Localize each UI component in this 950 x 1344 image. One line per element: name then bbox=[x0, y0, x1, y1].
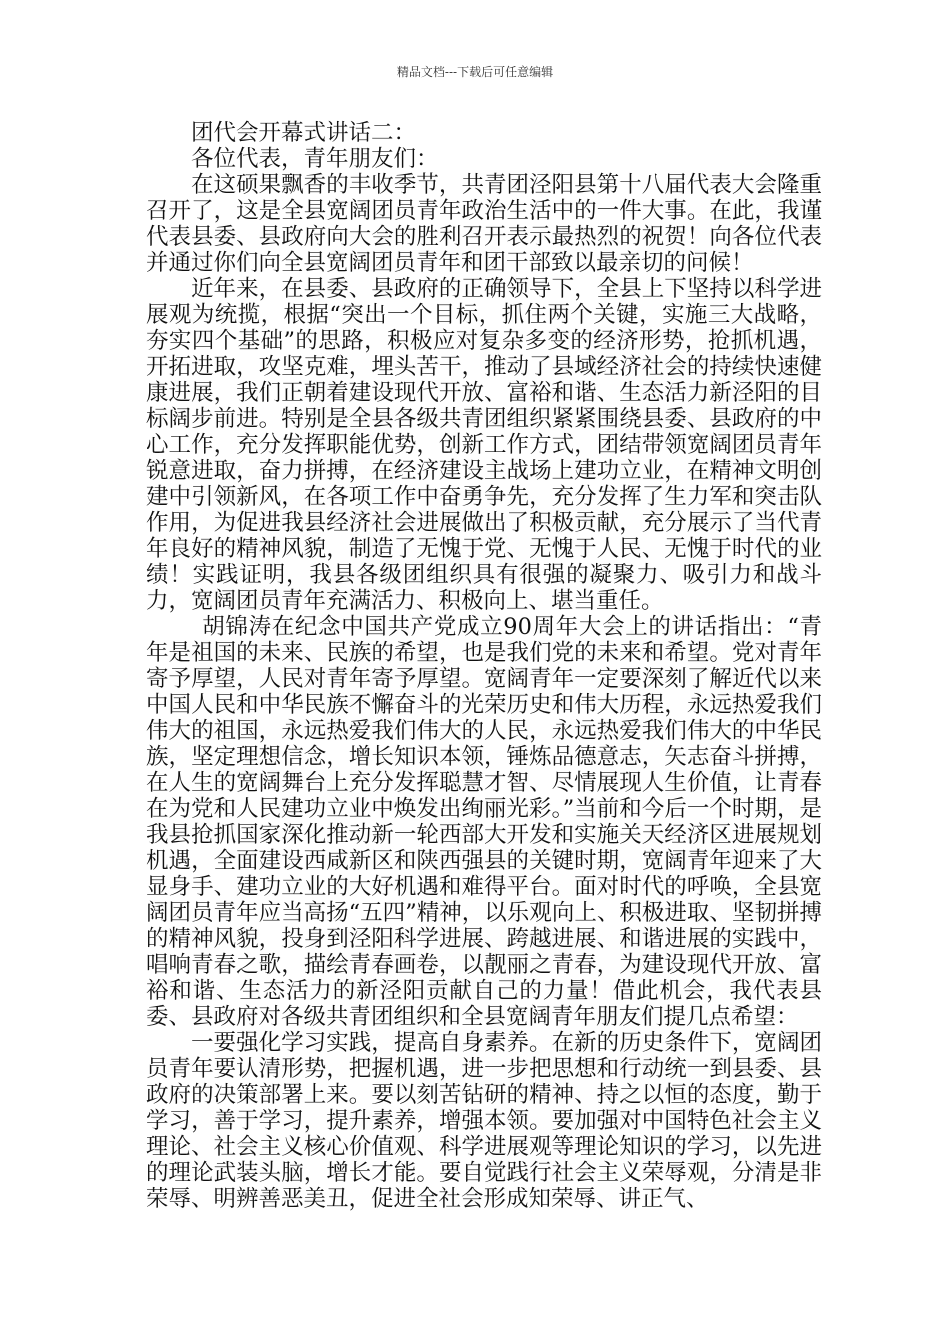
salutation: 各位代表，青年朋友们： bbox=[191, 146, 439, 172]
paragraph-hope-one: 一要强化学习实践，提高自身素养。在新的历史条件下，宽阔团员青年要认清形势，把握机遇，进一步把思想和行动统一到县委、县政府的决策部署上来。要以刻苦钻研的精神、持之以恒的态度，勤于学习，善于学习，提升素养，增强本领。要加强对中国特色社会主义理论、社会主义核心价值观、科学进展观等理论知识的学习，以先进的理论武装头脑，增长才能。要自觉践行社会主义荣辱观，分清是非荣辱、明辨善恶美丑，促进全社会形成知荣辱、讲正气、 bbox=[146, 1030, 822, 1212]
page-header: 精品文档---下载后可任意编辑 bbox=[396, 65, 554, 79]
document-body bbox=[146, 120, 822, 1212]
paragraph-quote: 胡锦涛在纪念中国共产党成立90周年大会上的讲话指出：“青年是祖国的未来、民族的希望，也是我们党的未来和希望。党对青年寄予厚望，人民对青年寄予厚望。宽阔青年一定要深刻了解近代以来中国人民和中华民族不懈奋斗的光荣历史和伟大历程，永远热爱我们伟大的祖国，永远热爱我们伟大的人民，永远热爱我们伟大的中华民族，坚定理想信念，增长知识本领，锤炼品德意志，矢志奋斗拼搏，在人生的宽阔舞台上充分发挥聪慧才智、尽情展现人生价值，让青春在为党和人民建功立业中焕发出绚丽光彩。”当前和今后一个时期，是我县抢抓国家深化推动新一轮西部大开发和实施关天经济区进展规划机遇，全面建设西咸新区和陕西强县的关键时期，宽阔青年迎来了大显身手、建功立业的大好机遇和难得平台。面对时代的呼唤，全县宽阔团员青年应当高扬“五四”精神，以乐观向上、积极进取、坚韧拼搏的精神风貌，投身到泾阳科学进展、跨越进展、和谐进展的实践中，唱响青春之歌，描绘青春画卷，以靓丽之青春，为建设现代开放、富裕和谐、生态活力的新泾阳贡献自己的力量！借此机会，我代表县委、县政府对各级共青团组织和全县宽阔青年朋友们提几点希望： bbox=[146, 614, 822, 1030]
paragraph-opening: 在这硕果飘香的丰收季节，共青团泾阳县第十八届代表大会隆重召开了，这是全县宽阔团员青年政治生活中的一件大事。在此，我谨代表县委、县政府向大会的胜利召开表示最热烈的祝贺！向各位代表并通过你们向全县宽阔团员青年和团干部致以最亲切的问候！ bbox=[146, 172, 822, 276]
document-title: 团代会开幕式讲话二： bbox=[191, 120, 417, 146]
paragraph-achievements: 近年来，在县委、县政府的正确领导下，全县上下坚持以科学进展观为统揽，根据“突出一个目标，抓住两个关键，实施三大战略，夯实四个基础”的思路，积极应对复杂多变的经济形势，抢抓机遇，开拓进取，攻坚克难，埋头苦干，推动了县域经济社会的持续快速健康进展，我们正朝着建设现代开放、富裕和谐、生态活力新泾阳的目标阔步前进。特别是全县各级共青团组织紧紧围绕县委、县政府的中心工作，充分发挥职能优势，创新工作方式，团结带领宽阔团员青年锐意进取，奋力拼搏，在经济建设主战场上建功立业，在精神文明创建中引领新风，在各项工作中奋勇争先，充分发挥了生力军和突击队作用，为促进我县经济社会进展做出了积极贡献，充分展示了当代青年良好的精神风貌，制造了无愧于党、无愧于人民、无愧于时代的业绩！实践证明，我县各级团组织具有很强的凝聚力、吸引力和战斗力，宽阔团员青年充满活力、积极向上、堪当重任。 bbox=[146, 276, 822, 614]
